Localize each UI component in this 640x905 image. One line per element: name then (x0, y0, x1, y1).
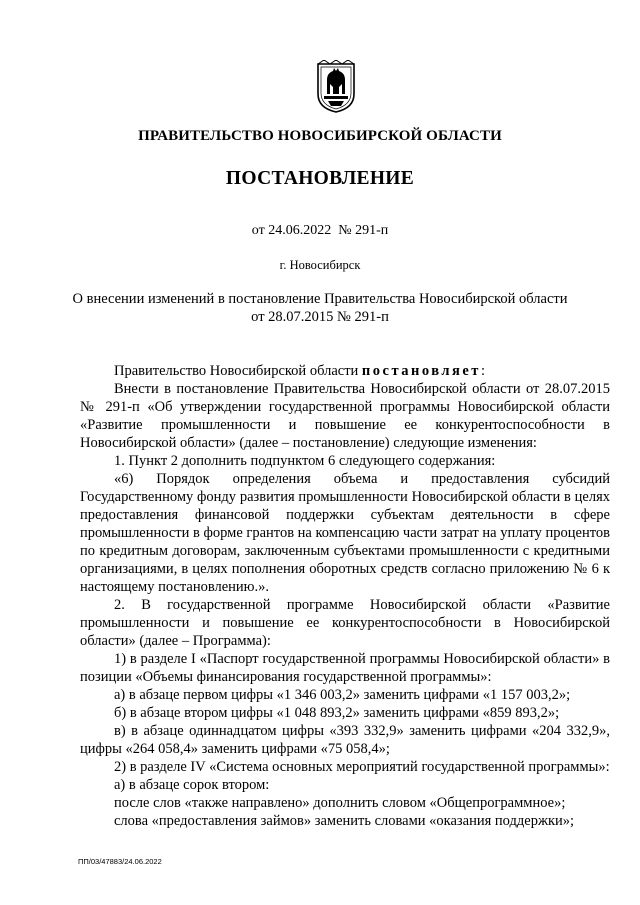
paragraph-2: 1. Пункт 2 дополнить подпунктом 6 следующего содержания: (114, 453, 496, 469)
paragraph-5: 1) в разделе I «Паспорт государственной программы Новосибирской области» в позиции «Объемы финансирования государственной программы»: (80, 651, 610, 685)
document-date: 24.06.2022 (268, 223, 332, 238)
date-number-line (0, 223, 640, 239)
document-number: 291-п (355, 223, 389, 238)
subject-line-2: от 28.07.2015 № 291-п (251, 309, 389, 325)
paragraph-4: 2. В государственной программе Новосибирской области «Развитие промышленности и повышение ее конкурентоспособности в Новосибирской области» (далее – Программа): (80, 597, 610, 649)
intro-colon: : (480, 363, 485, 379)
document-type: ПОСТАНОВЛЕНИЕ (225, 168, 415, 189)
date-prefix: от (251, 223, 265, 238)
subject-line-1: О внесении изменений в постановление Правительства Новосибирской области (72, 291, 568, 307)
decree-word: постановляет (361, 363, 481, 379)
paragraph-12: слова «предоставления займов» заменить словами «оказания поддержки»; (114, 813, 575, 829)
document-body (80, 362, 610, 830)
paragraph-6: а) в абзаце первом цифры «1 346 003,2» заменить цифрами «1 157 003,2»; (114, 687, 571, 703)
paragraph-1: Внести в постановление Правительства Новосибирской области от 28.07.2015 № 291-п «Об утверждении государственной программы Новосибирской области «Развитие промышленности и повышение ее конкурентоспособности в Новосибирской области» (далее – постановление) следующие изменения: (80, 381, 610, 451)
paragraph-10: а) в абзаце сорок втором: (114, 777, 270, 793)
organization-title: ПРАВИТЕЛЬСТВО НОВОСИБИРСКОЙ ОБЛАСТИ (138, 128, 502, 144)
number-label: № (338, 223, 352, 238)
document-subject (0, 290, 640, 326)
footer-code: ПП/03/47883/24.06.2022 (78, 857, 162, 866)
coat-of-arms-icon (316, 60, 356, 114)
city: г. Новосибирск (279, 258, 361, 272)
paragraph-8: в) в абзаце одиннадцатом цифры «393 332,9» заменить цифрами «204 332,9», цифры «264 058,4» заменить цифрами «75 058,4»; (80, 723, 610, 757)
intro-text: Правительство Новосибирской области (114, 363, 359, 379)
paragraph-11: после слов «также направлено» дополнить словом «Общепрограммное»; (114, 795, 566, 811)
paragraph-7: б) в абзаце втором цифры «1 048 893,2» заменить цифрами «859 893,2»; (114, 705, 560, 721)
intro-paragraph (80, 362, 610, 380)
paragraph-9: 2) в разделе IV «Система основных мероприятий государственной программы»: (114, 759, 610, 775)
paragraph-3: «6) Порядок определения объема и предоставления субсидий Государственному фонду развития промышленности Новосибирской области в целях предоставления финансовой поддержки субъектам деятельности в сфере промышленности в форме грантов на компенсацию части затрат на уплату процентов по кредитным договорам, заключенным субъектами промышленности с кредитными организациями, в целях пополнения оборотных средств согласно приложению № 6 к настоящему постановлению.». (80, 471, 610, 595)
